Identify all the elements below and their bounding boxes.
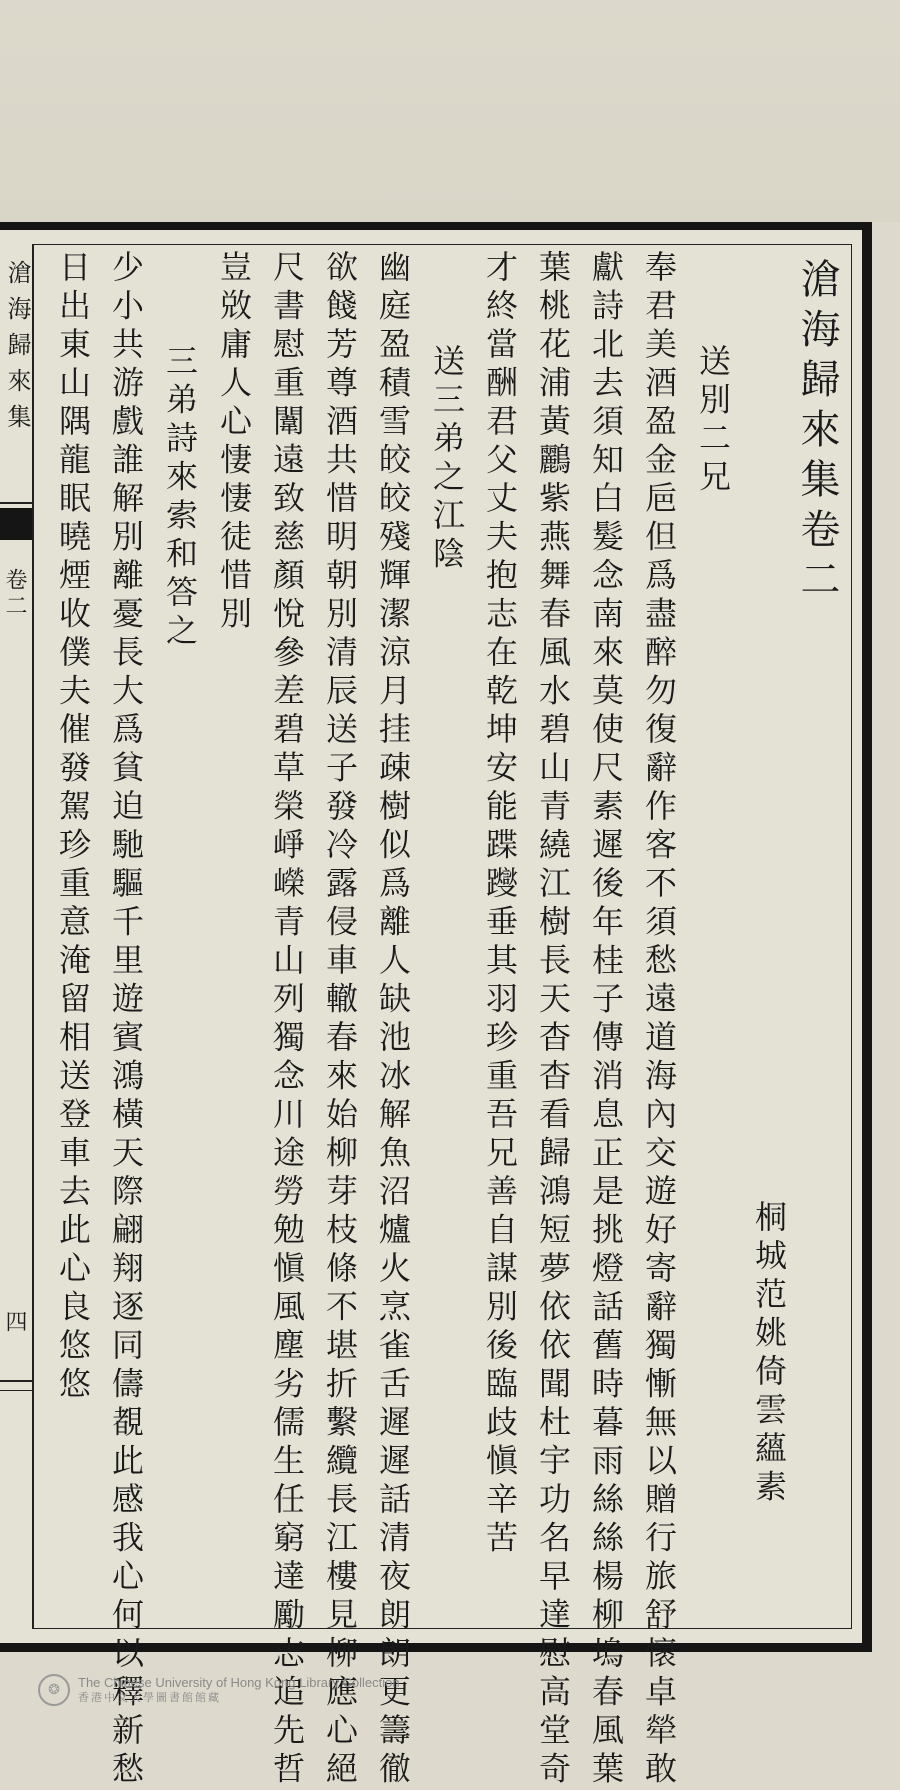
poem-line: 尺書慰重闈遠致慈顏悅參差碧草榮崢嶸青山列獨念川途勞勉愼風塵劣儒生任窮達勵志追先哲 <box>268 250 306 1790</box>
poem-title: 三弟詩來索和答之 <box>161 344 199 652</box>
poem-title: 送別二兄 <box>694 344 732 498</box>
banxin-rule <box>0 1390 32 1391</box>
page-title: 滄海歸來集卷二 <box>794 258 840 608</box>
author-line: 桐城范姚倚雲蘊素 <box>750 1200 788 1508</box>
banxin-title: 滄海歸來集 <box>3 260 31 440</box>
poem-line: 日出東山隅龍眠曉煙收僕夫催發駕珍重意淹留相送登車去此心良悠悠 <box>54 250 92 1405</box>
poem-title: 送三弟之江陰 <box>428 344 466 575</box>
poem-line: 獻詩北去須知白髮念南來莫使尺素遲後年桂子傳消息正是挑燈話舊時暮雨絲絲楊柳塢春風葉 <box>587 250 625 1790</box>
poem-line: 葉桃花浦黃鸝紫燕舞春風水碧山青繞江樹長天杳杳看歸鴻短夢依依聞杜宇功名早達慰高堂奇 <box>534 250 572 1790</box>
banxin-juan: 卷二 <box>2 568 27 620</box>
banxin-rule <box>0 502 32 504</box>
watermark-english: The Chinese University of Hong Kong Library Collection <box>78 1675 400 1690</box>
poem-line: 少小共游戲誰解別離憂長大爲貧迫馳驅千里遊賓鴻橫天際翩翔逐同儔覩此感我心何以釋新愁 <box>107 250 145 1790</box>
folio-number: 四 <box>2 1310 27 1332</box>
poem-line: 奉君美酒盈金巵但爲盡醉勿復辭作客不須愁遠道海內交遊好寄辭獨慚無以贈行旅舒懷卓犖敢 <box>640 250 678 1790</box>
poem-line: 豈敚庸人心悽悽徒惜別 <box>215 250 253 635</box>
banxin-rule <box>0 1380 32 1382</box>
banxin-column <box>0 230 32 1643</box>
paper-margin-top <box>0 0 900 222</box>
poem-line: 幽庭盈積雪皎皎殘輝潔涼月挂疎樹似爲離人缺池冰解魚沼爐火烹雀舌遲遲話清夜朗朗更籌徹 <box>374 250 412 1790</box>
poem-line: 才終當酬君父丈夫抱志在乾坤安能蹀躞垂其羽珍重吾兄善自謀別後臨歧愼辛苦 <box>481 250 519 1559</box>
watermark-chinese: 香港中文大學圖書館館藏 <box>78 1691 221 1704</box>
poem-line: 欲餞芳尊酒共惜明朝別清辰送子發冷露侵車轍春來始柳芽枝條不堪折繫纜長江樓見柳應心絕 <box>321 250 359 1790</box>
fishtail-mark <box>0 508 32 540</box>
library-watermark <box>38 1672 400 1708</box>
cuhk-library-logo-icon: ❂ <box>38 1674 70 1706</box>
